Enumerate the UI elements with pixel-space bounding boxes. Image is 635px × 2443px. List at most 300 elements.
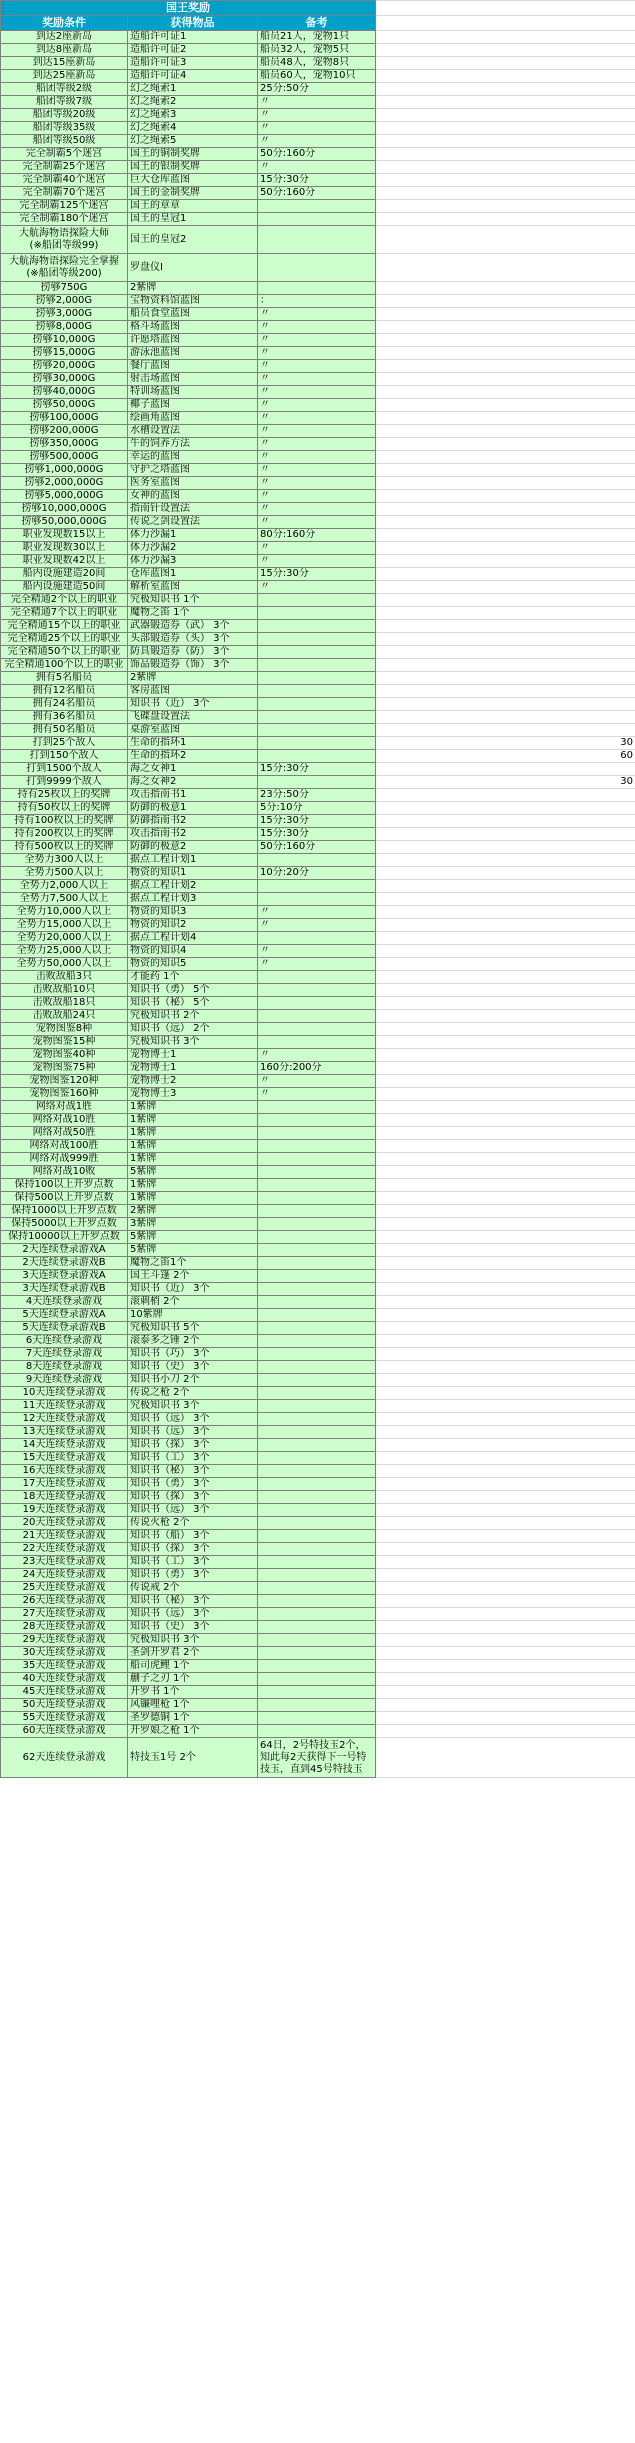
condition-cell: 大航海物语探险完全掌握 (※船团等级200) xyxy=(1,254,128,282)
reward-cell: 许愿塔蓝图 xyxy=(128,334,258,347)
reward-cell: 幻之绳索1 xyxy=(128,83,258,96)
extra-cell xyxy=(376,1699,635,1712)
condition-cell: 船团等级7级 xyxy=(1,96,128,109)
note-cell xyxy=(258,1322,376,1335)
table-row xyxy=(1,1517,635,1530)
extra-cell xyxy=(376,945,635,958)
reward-cell: 圣罗德铜 1个 xyxy=(128,1712,258,1725)
table-row xyxy=(1,711,635,724)
condition-cell: 捞够750G xyxy=(1,282,128,295)
table-row xyxy=(1,776,635,789)
reward-cell: 仓库蓝图1 xyxy=(128,568,258,581)
reward-cell: 攻击指南书1 xyxy=(128,789,258,802)
reward-cell: 5紫牌 xyxy=(128,1231,258,1244)
table-row xyxy=(1,1530,635,1543)
condition-cell: 网络对战10胜 xyxy=(1,1114,128,1127)
condition-cell: 网络对战10败 xyxy=(1,1166,128,1179)
condition-cell: 完全精通25个以上的职业 xyxy=(1,633,128,646)
extra-cell: 60 xyxy=(376,750,635,763)
reward-cell: 传说火枪 2个 xyxy=(128,1517,258,1530)
table-row xyxy=(1,672,635,685)
extra-cell xyxy=(376,841,635,854)
reward-cell: 幻之绳索4 xyxy=(128,122,258,135)
note-cell: 船员48人，宠物8只 xyxy=(258,57,376,70)
reward-cell: 开罗娘之枪 1个 xyxy=(128,1725,258,1738)
note-cell xyxy=(258,1101,376,1114)
note-cell xyxy=(258,620,376,633)
note-cell xyxy=(258,1348,376,1361)
table-row xyxy=(1,438,635,451)
condition-cell: 到达15座新岛 xyxy=(1,57,128,70)
reward-cell: 知识书（船） 3个 xyxy=(128,1530,258,1543)
reward-cell: 知识书（远） 3个 xyxy=(128,1608,258,1621)
condition-cell: 29天连续登录游戏 xyxy=(1,1634,128,1647)
extra-cell xyxy=(376,1478,635,1491)
table-row xyxy=(1,1413,635,1426)
reward-cell: 宠物博士1 xyxy=(128,1049,258,1062)
reward-cell: 究极知识书 3个 xyxy=(128,1634,258,1647)
condition-cell: 网络对战999胜 xyxy=(1,1153,128,1166)
table-row xyxy=(1,135,635,148)
extra-cell xyxy=(376,607,635,620)
reward-cell: 头部锻造券（头） 3个 xyxy=(128,633,258,646)
extra-cell xyxy=(376,880,635,893)
note-cell xyxy=(258,1608,376,1621)
note-cell xyxy=(258,1335,376,1348)
table-row xyxy=(1,386,635,399)
extra-cell xyxy=(376,958,635,971)
extra-cell xyxy=(376,464,635,477)
note-cell xyxy=(258,724,376,737)
reward-cell: 1紫牌 xyxy=(128,1153,258,1166)
reward-cell: 开罗书 1个 xyxy=(128,1686,258,1699)
extra-cell xyxy=(376,685,635,698)
note-cell: 〃 xyxy=(258,477,376,490)
reward-cell: 5紫牌 xyxy=(128,1244,258,1257)
extra-cell xyxy=(376,1595,635,1608)
table-row xyxy=(1,1478,635,1491)
note-cell xyxy=(258,659,376,672)
reward-cell: 知识书小刀 2个 xyxy=(128,1374,258,1387)
table-row xyxy=(1,1257,635,1270)
reward-cell: 体力沙漏3 xyxy=(128,555,258,568)
reward-cell: 3紫牌 xyxy=(128,1218,258,1231)
reward-cell: 罗盘仪Ⅰ xyxy=(128,254,258,282)
condition-cell: 持有500枚以上的奖牌 xyxy=(1,841,128,854)
condition-cell: 19天连续登录游戏 xyxy=(1,1504,128,1517)
condition-cell: 大航海物语探险大师 (※船团等级99) xyxy=(1,226,128,254)
extra-cell xyxy=(376,555,635,568)
note-cell xyxy=(258,854,376,867)
table-row xyxy=(1,906,635,919)
condition-cell: 职业发现数30以上 xyxy=(1,542,128,555)
condition-cell: 35天连续登录游戏 xyxy=(1,1660,128,1673)
reward-cell: 国王的金制奖牌 xyxy=(128,187,258,200)
table-row xyxy=(1,1114,635,1127)
note-cell xyxy=(258,1452,376,1465)
extra-cell xyxy=(376,1582,635,1595)
reward-cell: 2紫牌 xyxy=(128,672,258,685)
note-cell: 〃 xyxy=(258,451,376,464)
condition-cell: 捞够100,000G xyxy=(1,412,128,425)
condition-cell: 船内设施建造50间 xyxy=(1,581,128,594)
note-cell xyxy=(258,226,376,254)
condition-cell: 17天连续登录游戏 xyxy=(1,1478,128,1491)
condition-cell: 4天连续登录游戏 xyxy=(1,1296,128,1309)
condition-cell: 8天连续登录游戏 xyxy=(1,1361,128,1374)
table-row xyxy=(1,1127,635,1140)
note-cell xyxy=(258,1231,376,1244)
table-row xyxy=(1,174,635,187)
condition-cell: 9天连续登录游戏 xyxy=(1,1374,128,1387)
table-row xyxy=(1,607,635,620)
table-row xyxy=(1,516,635,529)
condition-cell: 60天连续登录游戏 xyxy=(1,1725,128,1738)
condition-cell: 3天连续登录游戏B xyxy=(1,1283,128,1296)
table-row xyxy=(1,347,635,360)
reward-cell: 据点工程计划4 xyxy=(128,932,258,945)
extra-cell xyxy=(376,412,635,425)
extra-cell xyxy=(376,200,635,213)
extra-cell xyxy=(376,373,635,386)
table-row xyxy=(1,44,635,57)
table-row xyxy=(1,1738,635,1778)
condition-cell: 击败敌船18只 xyxy=(1,997,128,1010)
reward-cell: 魔物之笛 1个 xyxy=(128,607,258,620)
note-cell xyxy=(258,633,376,646)
extra-cell xyxy=(376,490,635,503)
condition-cell: 完全精通100个以上的职业 xyxy=(1,659,128,672)
table-row xyxy=(1,1660,635,1673)
table-row xyxy=(1,620,635,633)
note-cell: 〃 xyxy=(258,161,376,174)
reward-cell: 海之女神1 xyxy=(128,763,258,776)
reward-cell: 飞碟盘设置法 xyxy=(128,711,258,724)
note-cell: 15分:30分 xyxy=(258,815,376,828)
extra-cell xyxy=(376,1205,635,1218)
note-cell xyxy=(258,1426,376,1439)
note-cell xyxy=(258,1270,376,1283)
table-row xyxy=(1,1101,635,1114)
condition-cell: 全势力7,500人以上 xyxy=(1,893,128,906)
reward-cell: 究极知识书 2个 xyxy=(128,1010,258,1023)
extra-cell xyxy=(376,581,635,594)
extra-cell xyxy=(376,1621,635,1634)
table-row xyxy=(1,1192,635,1205)
reward-cell: 幸运的蓝图 xyxy=(128,451,258,464)
condition-cell: 持有25枚以上的奖牌 xyxy=(1,789,128,802)
table-row xyxy=(1,83,635,96)
condition-cell: 拥有24名船员 xyxy=(1,698,128,711)
condition-cell: 击败敌船3只 xyxy=(1,971,128,984)
table-row xyxy=(1,893,635,906)
condition-cell: 持有200枚以上的奖牌 xyxy=(1,828,128,841)
note-cell: 〃 xyxy=(258,555,376,568)
condition-cell: 18天连续登录游戏 xyxy=(1,1491,128,1504)
note-cell xyxy=(258,1361,376,1374)
extra-cell xyxy=(376,594,635,607)
reward-cell: 1紫牌 xyxy=(128,1114,258,1127)
condition-cell: 拥有12名船员 xyxy=(1,685,128,698)
table-row xyxy=(1,932,635,945)
table-row xyxy=(1,1179,635,1192)
table-row xyxy=(1,187,635,200)
reward-cell: 1紫牌 xyxy=(128,1101,258,1114)
reward-cell: 知识书（探） 3个 xyxy=(128,1543,258,1556)
reward-cell: 知识书（巧） 3个 xyxy=(128,1348,258,1361)
extra-cell xyxy=(376,1140,635,1153)
condition-cell: 6天连续登录游戏 xyxy=(1,1335,128,1348)
note-cell: 〃 xyxy=(258,308,376,321)
reward-cell: 国王的银制奖牌 xyxy=(128,161,258,174)
reward-cell: 宠物博士3 xyxy=(128,1088,258,1101)
note-cell: 50分:160分 xyxy=(258,148,376,161)
note-cell xyxy=(258,1153,376,1166)
extra-cell xyxy=(376,1218,635,1231)
extra-cell xyxy=(376,122,635,135)
extra-cell xyxy=(376,1712,635,1725)
reward-cell: 防御指南书2 xyxy=(128,815,258,828)
reward-cell: 知识书（史） 3个 xyxy=(128,1621,258,1634)
reward-cell: 生命的指环1 xyxy=(128,737,258,750)
extra-cell xyxy=(376,724,635,737)
condition-cell: 击败敌船24只 xyxy=(1,1010,128,1023)
blank-cell xyxy=(376,1,635,16)
extra-cell xyxy=(376,1413,635,1426)
header-reward: 获得物品 xyxy=(128,16,258,31)
note-cell xyxy=(258,594,376,607)
extra-cell xyxy=(376,109,635,122)
reward-cell: 知识书（秘） 3个 xyxy=(128,1465,258,1478)
note-cell: 50分:160分 xyxy=(258,187,376,200)
reward-cell: 特训场蓝图 xyxy=(128,386,258,399)
condition-cell: 3天连续登录游戏A xyxy=(1,1270,128,1283)
extra-cell xyxy=(376,226,635,254)
extra-cell xyxy=(376,1660,635,1673)
extra-cell xyxy=(376,568,635,581)
table-row xyxy=(1,109,635,122)
reward-cell: 国王斗篷 2个 xyxy=(128,1270,258,1283)
note-cell xyxy=(258,1010,376,1023)
condition-cell: 捞够5,000,000G xyxy=(1,490,128,503)
table-row xyxy=(1,1296,635,1309)
reward-cell: 知识书（远） 3个 xyxy=(128,1426,258,1439)
extra-cell xyxy=(376,932,635,945)
table-row xyxy=(1,1556,635,1569)
table-row xyxy=(1,568,635,581)
note-cell xyxy=(258,1192,376,1205)
table-row xyxy=(1,1049,635,1062)
table-row xyxy=(1,1036,635,1049)
extra-cell xyxy=(376,1179,635,1192)
extra-cell xyxy=(376,187,635,200)
extra-cell xyxy=(376,1543,635,1556)
table-row xyxy=(1,646,635,659)
condition-cell: 完全精通15个以上的职业 xyxy=(1,620,128,633)
condition-cell: 完全制霸40个迷宫 xyxy=(1,174,128,187)
note-cell xyxy=(258,1374,376,1387)
extra-cell xyxy=(376,659,635,672)
note-cell: 〃 xyxy=(258,109,376,122)
extra-cell xyxy=(376,1374,635,1387)
condition-cell: 宠物图鉴160种 xyxy=(1,1088,128,1101)
note-cell xyxy=(258,1660,376,1673)
note-cell: 〃 xyxy=(258,399,376,412)
note-cell xyxy=(258,1478,376,1491)
table-row xyxy=(1,1582,635,1595)
extra-cell xyxy=(376,1244,635,1257)
condition-cell: 50天连续登录游戏 xyxy=(1,1699,128,1712)
note-cell xyxy=(258,997,376,1010)
extra-cell xyxy=(376,70,635,83)
condition-cell: 船团等级20级 xyxy=(1,109,128,122)
table-row xyxy=(1,984,635,997)
table-row xyxy=(1,1725,635,1738)
table-row xyxy=(1,1335,635,1348)
extra-cell xyxy=(376,906,635,919)
extra-cell xyxy=(376,1309,635,1322)
reward-cell: 桌游室蓝图 xyxy=(128,724,258,737)
extra-cell xyxy=(376,282,635,295)
extra-cell xyxy=(376,321,635,334)
table-row xyxy=(1,1621,635,1634)
extra-cell xyxy=(376,1426,635,1439)
reward-cell: 宝物资料馆蓝图 xyxy=(128,295,258,308)
extra-cell xyxy=(376,1049,635,1062)
reward-cell: 海之女神2 xyxy=(128,776,258,789)
note-cell xyxy=(258,685,376,698)
note-cell xyxy=(258,1491,376,1504)
note-cell: 〃 xyxy=(258,1075,376,1088)
extra-cell xyxy=(376,254,635,282)
condition-cell: 拥有50名船员 xyxy=(1,724,128,737)
condition-cell: 到达8座新岛 xyxy=(1,44,128,57)
condition-cell: 打到25个敌人 xyxy=(1,737,128,750)
reward-cell: 2紫牌 xyxy=(128,282,258,295)
reward-cell: 知识书（秘） 3个 xyxy=(128,1595,258,1608)
reward-cell: 造船许可证1 xyxy=(128,31,258,44)
extra-cell xyxy=(376,1088,635,1101)
condition-cell: 7天连续登录游戏 xyxy=(1,1348,128,1361)
table-row xyxy=(1,1062,635,1075)
condition-cell: 宠物图鉴15种 xyxy=(1,1036,128,1049)
note-cell xyxy=(258,1712,376,1725)
note-cell: 15分:30分 xyxy=(258,828,376,841)
extra-cell xyxy=(376,174,635,187)
condition-cell: 捞够350,000G xyxy=(1,438,128,451)
extra-cell xyxy=(376,1608,635,1621)
note-cell xyxy=(258,1465,376,1478)
table-row xyxy=(1,1166,635,1179)
condition-cell: 捞够15,000G xyxy=(1,347,128,360)
table-row xyxy=(1,529,635,542)
note-cell xyxy=(258,254,376,282)
note-cell xyxy=(258,1114,376,1127)
table-row xyxy=(1,451,635,464)
reward-cell: 解析室蓝图 xyxy=(128,581,258,594)
extra-cell xyxy=(376,135,635,148)
extra-cell xyxy=(376,1062,635,1075)
reward-cell: 国王的皇冠2 xyxy=(128,226,258,254)
table-row xyxy=(1,750,635,763)
table-row xyxy=(1,594,635,607)
table-row xyxy=(1,581,635,594)
reward-cell: 知识书（秘） 5个 xyxy=(128,997,258,1010)
condition-cell: 船内设施建造20间 xyxy=(1,568,128,581)
condition-cell: 40天连续登录游戏 xyxy=(1,1673,128,1686)
condition-cell: 宠物图鉴75种 xyxy=(1,1062,128,1075)
reward-cell: 据点工程计划2 xyxy=(128,880,258,893)
note-cell xyxy=(258,607,376,620)
extra-cell xyxy=(376,1283,635,1296)
note-cell: 船员60人，宠物10只 xyxy=(258,70,376,83)
extra-cell xyxy=(376,672,635,685)
note-cell: 〃 xyxy=(258,412,376,425)
reward-cell: 武器锻造券（武） 3个 xyxy=(128,620,258,633)
extra-cell xyxy=(376,1348,635,1361)
condition-cell: 船团等级2级 xyxy=(1,83,128,96)
extra-cell xyxy=(376,1257,635,1270)
condition-cell: 持有100枚以上的奖牌 xyxy=(1,815,128,828)
reward-cell: 指南针设置法 xyxy=(128,503,258,516)
condition-cell: 全势力500人以上 xyxy=(1,867,128,880)
condition-cell: 10天连续登录游戏 xyxy=(1,1387,128,1400)
table-row xyxy=(1,945,635,958)
note-cell: 〃 xyxy=(258,373,376,386)
table-row xyxy=(1,698,635,711)
reward-cell: 守护之塔蓝图 xyxy=(128,464,258,477)
extra-cell xyxy=(376,44,635,57)
extra-cell xyxy=(376,57,635,70)
reward-cell: 椰子蓝图 xyxy=(128,399,258,412)
reward-cell: 体力沙漏1 xyxy=(128,529,258,542)
table-row xyxy=(1,1634,635,1647)
note-cell: 〃 xyxy=(258,919,376,932)
note-cell: 〃 xyxy=(258,1049,376,1062)
table-row xyxy=(1,399,635,412)
reward-cell: 1紫牌 xyxy=(128,1140,258,1153)
extra-cell xyxy=(376,1517,635,1530)
note-cell: 〃 xyxy=(258,347,376,360)
note-cell xyxy=(258,1686,376,1699)
condition-cell: 网络对战1胜 xyxy=(1,1101,128,1114)
table-row xyxy=(1,1712,635,1725)
condition-cell: 14天连续登录游戏 xyxy=(1,1439,128,1452)
extra-cell xyxy=(376,425,635,438)
note-cell: 160分:200分 xyxy=(258,1062,376,1075)
table-row xyxy=(1,200,635,213)
note-cell: 〃 xyxy=(258,464,376,477)
extra-cell xyxy=(376,763,635,776)
note-cell xyxy=(258,1673,376,1686)
note-cell: 〃 xyxy=(258,503,376,516)
reward-cell: 究极知识书 5个 xyxy=(128,1322,258,1335)
extra-cell xyxy=(376,1127,635,1140)
reward-cell: 绘画角蓝图 xyxy=(128,412,258,425)
note-cell xyxy=(258,1140,376,1153)
table-row xyxy=(1,96,635,109)
note-cell xyxy=(258,1387,376,1400)
note-cell: 25分:50分 xyxy=(258,83,376,96)
rewards-table-body xyxy=(1,31,635,1778)
note-cell xyxy=(258,1556,376,1569)
note-cell xyxy=(258,1647,376,1660)
condition-cell: 保持500以上开罗点数 xyxy=(1,1192,128,1205)
table-row xyxy=(1,1504,635,1517)
extra-cell xyxy=(376,542,635,555)
table-row xyxy=(1,971,635,984)
reward-cell: 幻之绳索5 xyxy=(128,135,258,148)
